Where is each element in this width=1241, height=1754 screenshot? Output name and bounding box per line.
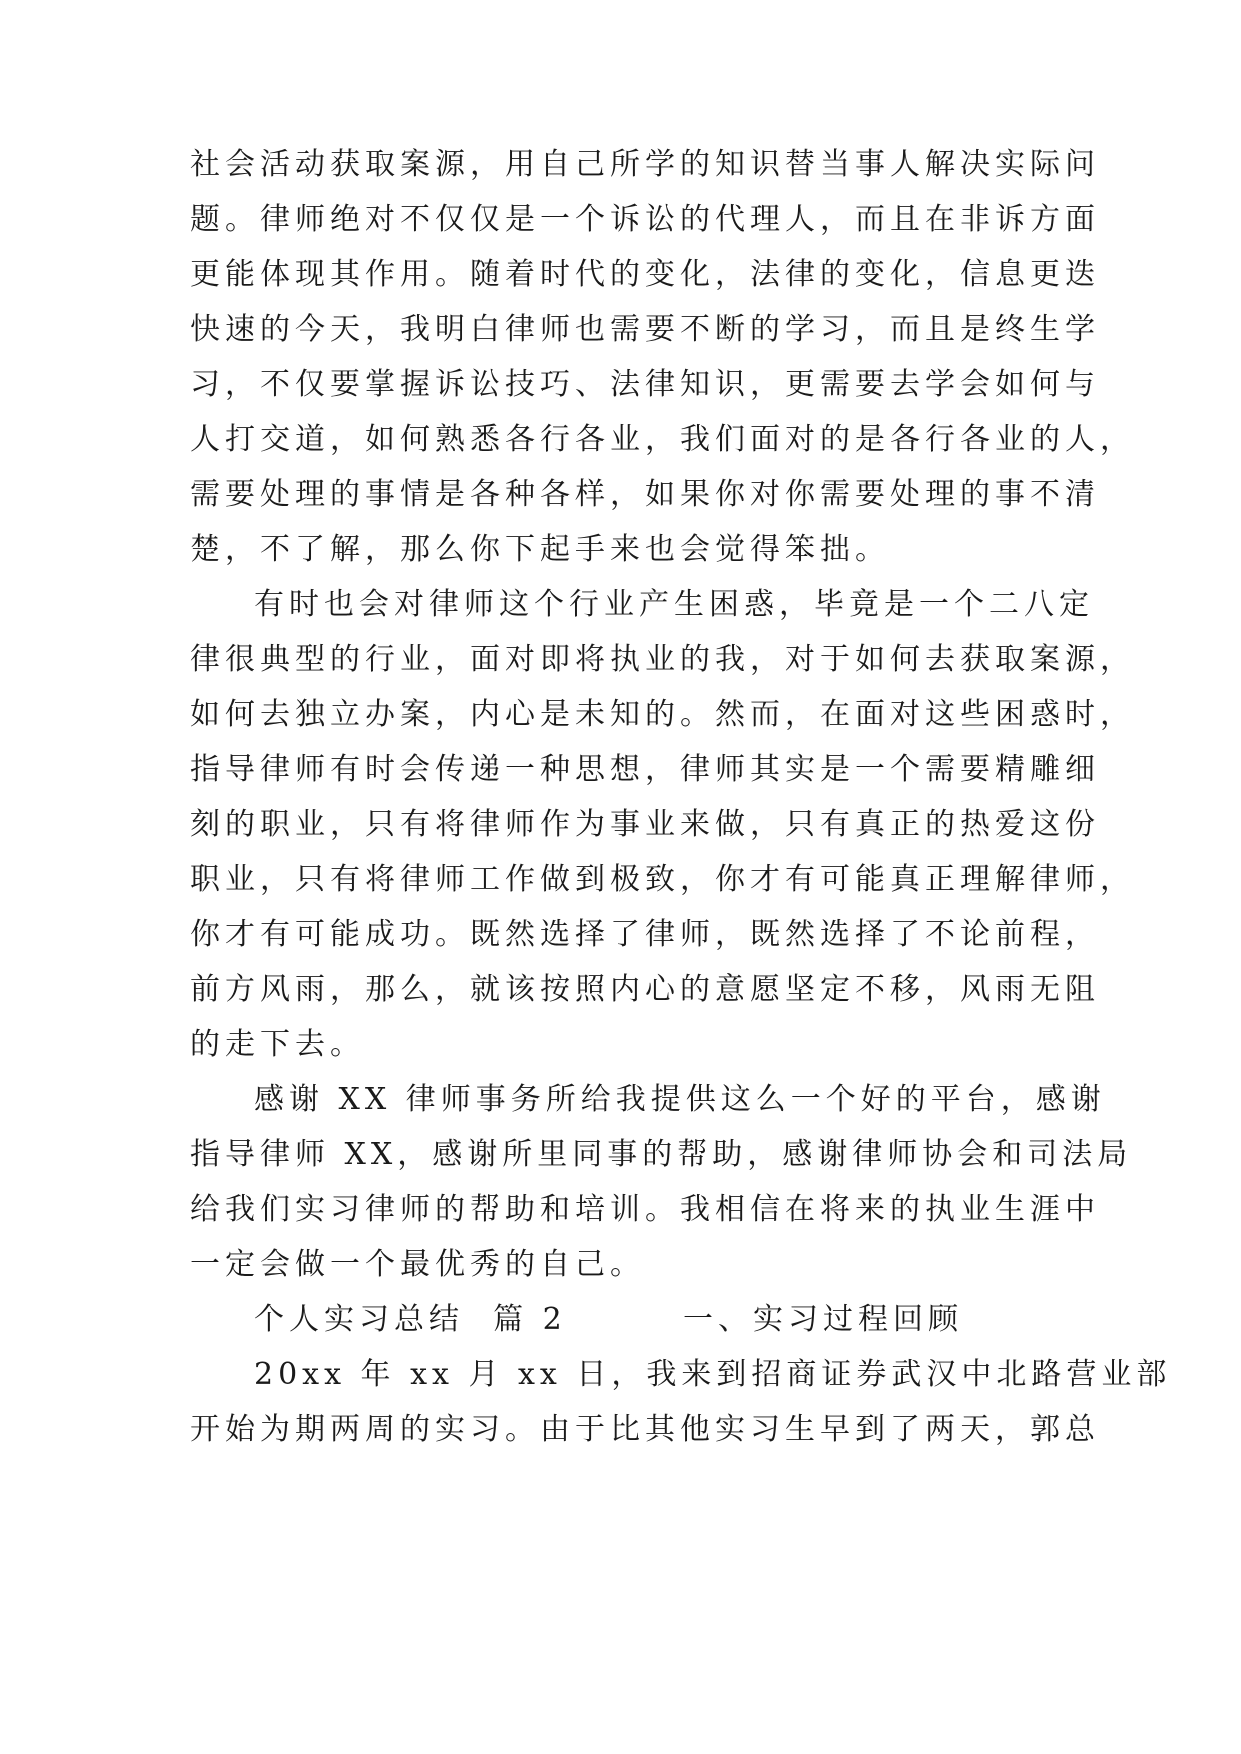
text-line: 前方风雨，那么，就该按照内心的意愿坚定不移，风雨无阻 [190, 972, 1100, 1007]
text-line: 更能体现其作用。随着时代的变化，法律的变化，信息更迭 [190, 257, 1100, 292]
text-line: 快速的今天，我明白律师也需要不断的学习，而且是终生学 [190, 312, 1100, 347]
text-line: 指导律师 XX，感谢所里同事的帮助，感谢律师协会和司法局 [190, 1137, 1133, 1172]
text-line: 开始为期两周的实习。由于比其他实习生早到了两天，郭总 [190, 1412, 1100, 1447]
paragraph-first-line: 有时也会对律师这个行业产生困惑，毕竟是一个二八定 [254, 587, 1094, 622]
section-heading: 个人实习总结 篇 2 一、实习过程回顾 [254, 1302, 963, 1337]
text-line: 你才有可能成功。既然选择了律师，既然选择了不论前程， [190, 917, 1100, 952]
text-line: 如何去独立办案，内心是未知的。然而，在面对这些困惑时， [190, 697, 1135, 732]
text-line: 习，不仅要掌握诉讼技巧、法律知识，更需要去学会如何与 [190, 367, 1100, 402]
text-line: 刻的职业，只有将律师作为事业来做，只有真正的热爱这份 [190, 807, 1100, 842]
text-line: 社会活动获取案源，用自己所学的知识替当事人解决实际问 [190, 147, 1100, 182]
paragraph-first-line: 20xx 年 xx 月 xx 日，我来到招商证券武汉中北路营业部 [254, 1357, 1172, 1392]
text-line: 题。律师绝对不仅仅是一个诉讼的代理人，而且在非诉方面 [190, 202, 1100, 237]
paragraph-first-line: 感谢 XX 律师事务所给我提供这么一个好的平台，感谢 [254, 1082, 1106, 1117]
text-line: 人打交道，如何熟悉各行各业，我们面对的是各行各业的人， [190, 422, 1135, 457]
text-line: 楚，不了解，那么你下起手来也会觉得笨拙。 [190, 532, 890, 567]
text-line: 给我们实习律师的帮助和培训。我相信在将来的执业生涯中 [190, 1192, 1100, 1227]
text-line: 一定会做一个最优秀的自己。 [190, 1247, 645, 1282]
text-line: 律很典型的行业，面对即将执业的我，对于如何去获取案源， [190, 642, 1135, 677]
text-line: 的走下去。 [190, 1027, 365, 1062]
text-line: 需要处理的事情是各种各样，如果你对你需要处理的事不清 [190, 477, 1100, 512]
text-line: 指导律师有时会传递一种思想，律师其实是一个需要精雕细 [190, 752, 1100, 787]
text-line: 职业，只有将律师工作做到极致，你才有可能真正理解律师， [190, 862, 1135, 897]
